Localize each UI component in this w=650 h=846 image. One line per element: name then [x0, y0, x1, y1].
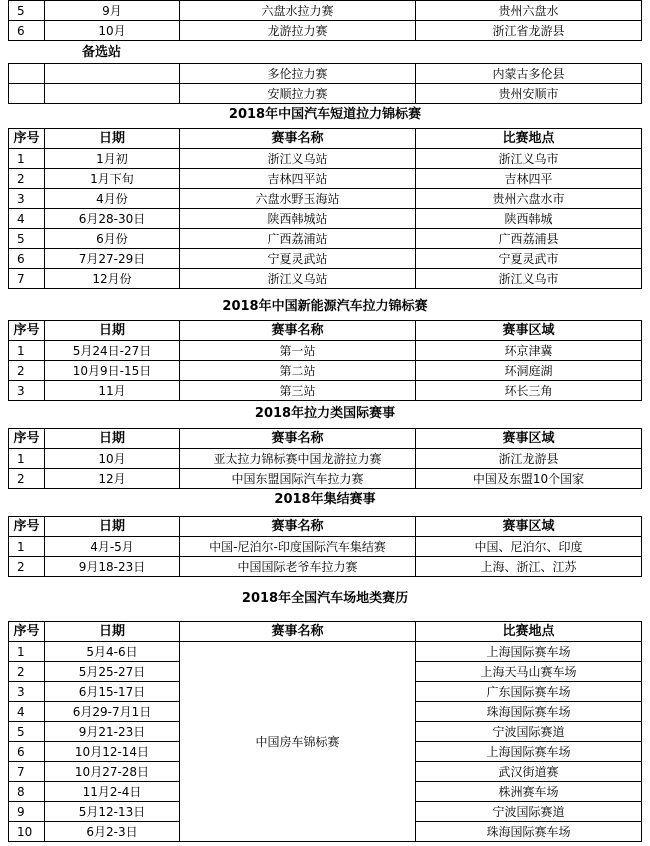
row-date: 6月2-3日	[45, 822, 180, 842]
row-date: 6月份	[45, 229, 180, 249]
header-date: 日期	[45, 517, 180, 537]
header-event-name: 赛事名称	[180, 129, 416, 149]
row-event-name: 浙江义乌站	[180, 269, 416, 289]
row-date: 1月下旬	[45, 169, 180, 189]
row-number: 5	[9, 722, 45, 742]
row-place: 浙江省龙游县	[416, 21, 642, 41]
row-place: 广东国际赛车场	[416, 682, 642, 702]
header-number: 序号	[9, 622, 45, 642]
international-table	[8, 428, 642, 489]
row-region: 环京津冀	[416, 341, 642, 361]
table-row	[9, 361, 642, 381]
row-date: 5月4-6日	[45, 642, 180, 662]
table-row	[9, 189, 642, 209]
row-number: 1	[9, 149, 45, 169]
international-section-title: 2018年拉力类国际赛事	[254, 406, 396, 421]
short-rally-section-title: 2018年中国汽车短道拉力锦标赛	[228, 107, 422, 122]
row-region: 中国、尼泊尔、印度	[416, 537, 642, 557]
table-row	[9, 341, 642, 361]
row-number: 9	[9, 802, 45, 822]
table-header-row	[9, 321, 642, 341]
row-place: 内蒙古多伦县	[416, 64, 642, 84]
row-date: 10月	[45, 21, 180, 41]
row-place: 珠海国际赛车场	[416, 822, 642, 842]
table-row	[9, 469, 642, 489]
table-body	[9, 64, 642, 104]
row-place: 宁夏灵武市	[416, 249, 642, 269]
row-place: 武汉街道赛	[416, 762, 642, 782]
table-header-row	[9, 517, 642, 537]
header-event-name: 赛事名称	[180, 321, 416, 341]
row-number: 10	[9, 822, 45, 842]
row-event-name: 六盘水野玉海站	[180, 189, 416, 209]
row-place: 宁波国际赛道	[416, 802, 642, 822]
new-energy-table	[8, 320, 642, 401]
table-header-row	[9, 129, 642, 149]
table-row	[9, 642, 642, 662]
header-number: 序号	[9, 517, 45, 537]
row-date: 5月24日-27日	[45, 341, 180, 361]
header-date: 日期	[45, 129, 180, 149]
row-date: 9月18-23日	[45, 557, 180, 577]
table-row	[9, 21, 642, 41]
header-number: 序号	[9, 321, 45, 341]
row-date: 12月	[45, 469, 180, 489]
row-number: 4	[9, 702, 45, 722]
circuit-table	[8, 621, 642, 842]
header-region: 赛事区域	[416, 517, 642, 537]
table-body	[9, 341, 642, 401]
row-event-name: 吉林四平站	[180, 169, 416, 189]
table-body	[9, 1, 642, 41]
row-number: 6	[9, 21, 45, 41]
row-number: 2	[9, 662, 45, 682]
row-place: 吉林四平	[416, 169, 642, 189]
new-energy-section-title: 2018年中国新能源汽车拉力锦标赛	[222, 299, 428, 314]
row-region: 中国及东盟10个国家	[416, 469, 642, 489]
row-number: 2	[9, 169, 45, 189]
row-date: 10月27-28日	[45, 762, 180, 782]
table-body	[9, 642, 642, 842]
table-row	[9, 537, 642, 557]
row-place: 上海天马山赛车场	[416, 662, 642, 682]
row-event-name: 中国东盟国际汽车拉力赛	[180, 469, 416, 489]
row-event-name: 浙江义乌站	[180, 149, 416, 169]
row-number: 5	[9, 1, 45, 21]
table-header-row	[9, 622, 642, 642]
header-region: 赛事区域	[416, 321, 642, 341]
row-event-name: 陕西韩城站	[180, 209, 416, 229]
table-row	[9, 84, 642, 104]
row-date: 10月9日-15日	[45, 361, 180, 381]
row-region: 上海、浙江、江苏	[416, 557, 642, 577]
header-date: 日期	[45, 622, 180, 642]
row-event-name: 第二站	[180, 361, 416, 381]
row-region: 浙江龙游县	[416, 449, 642, 469]
short-rally-table	[8, 128, 642, 289]
row-number: 5	[9, 229, 45, 249]
row-place: 珠海国际赛车场	[416, 702, 642, 722]
row-event-name: 中国国际老爷车拉力赛	[180, 557, 416, 577]
header-place: 比赛地点	[416, 129, 642, 149]
row-number: 1	[9, 341, 45, 361]
row-number: 7	[9, 269, 45, 289]
table-body	[9, 449, 642, 489]
header-region: 赛事区域	[416, 429, 642, 449]
row-place: 贵州六盘水	[416, 1, 642, 21]
row-date: 7月27-29日	[45, 249, 180, 269]
row-date: 12月份	[45, 269, 180, 289]
row-place: 贵州安顺市	[416, 84, 642, 104]
row-number: 6	[9, 742, 45, 762]
row-number: 3	[9, 381, 45, 401]
row-place: 陕西韩城	[416, 209, 642, 229]
row-region: 环长三角	[416, 381, 642, 401]
row-event-name: 多伦拉力赛	[180, 64, 416, 84]
row-date: 1月初	[45, 149, 180, 169]
row-date: 4月-5月	[45, 537, 180, 557]
row-number: 3	[9, 682, 45, 702]
row-date: 5月25-27日	[45, 662, 180, 682]
row-event-name: 宁夏灵武站	[180, 249, 416, 269]
row-number: 4	[9, 209, 45, 229]
row-date: 6月28-30日	[45, 209, 180, 229]
row-number: 1	[9, 642, 45, 662]
table-row	[9, 381, 642, 401]
backup-table	[8, 63, 642, 104]
header-number: 序号	[9, 429, 45, 449]
header-date: 日期	[45, 429, 180, 449]
row-place: 广西荔浦县	[416, 229, 642, 249]
header-event-name: 赛事名称	[180, 517, 416, 537]
row-date: 11月	[45, 381, 180, 401]
rally-raid-table	[8, 516, 642, 577]
rally-raid-section-title: 2018年集结赛事	[274, 492, 376, 507]
row-event-name: 龙游拉力赛	[180, 21, 416, 41]
table-row	[9, 149, 642, 169]
row-region: 环洞庭湖	[416, 361, 642, 381]
row-number: 2	[9, 361, 45, 381]
table-row	[9, 64, 642, 84]
row-date: 5月12-13日	[45, 802, 180, 822]
row-place: 上海国际赛车场	[416, 642, 642, 662]
circuit-event-name: 中国房车锦标赛	[180, 642, 416, 842]
row-event-name: 六盘水拉力赛	[180, 1, 416, 21]
row-number: 8	[9, 782, 45, 802]
circuit-section-title: 2018年全国汽车场地类赛历	[241, 591, 409, 606]
row-number: 3	[9, 189, 45, 209]
row-place: 宁波国际赛道	[416, 722, 642, 742]
row-date-empty	[45, 84, 180, 104]
table-row	[9, 557, 642, 577]
row-place: 浙江义乌市	[416, 269, 642, 289]
row-event-name: 中国-尼泊尔-印度国际汽车集结赛	[180, 537, 416, 557]
row-number: 1	[9, 537, 45, 557]
table-body	[9, 149, 642, 289]
header-number: 序号	[9, 129, 45, 149]
row-event-name: 第三站	[180, 381, 416, 401]
row-date: 9月	[45, 1, 180, 21]
row-date: 11月2-4日	[45, 782, 180, 802]
table-row	[9, 449, 642, 469]
table-row	[9, 209, 642, 229]
table-row	[9, 249, 642, 269]
row-number: 1	[9, 449, 45, 469]
row-place: 株洲赛车场	[416, 782, 642, 802]
row-event-name: 亚太拉力锦标赛中国龙游拉力赛	[180, 449, 416, 469]
header-event-name: 赛事名称	[180, 622, 416, 642]
row-date: 9月21-23日	[45, 722, 180, 742]
row-number: 2	[9, 469, 45, 489]
row-number-empty	[9, 84, 45, 104]
row-date: 6月15-17日	[45, 682, 180, 702]
header-place: 比赛地点	[416, 622, 642, 642]
table-row	[9, 229, 642, 249]
header-date: 日期	[45, 321, 180, 341]
table-row	[9, 1, 642, 21]
table-row	[9, 269, 642, 289]
row-number: 2	[9, 557, 45, 577]
row-date: 4月份	[45, 189, 180, 209]
row-place: 浙江义乌市	[416, 149, 642, 169]
backup-section-title: 备选站	[82, 45, 122, 60]
table-body	[9, 537, 642, 577]
row-date: 10月	[45, 449, 180, 469]
row-event-name: 广西荔浦站	[180, 229, 416, 249]
row-number-empty	[9, 64, 45, 84]
row-date-empty	[45, 64, 180, 84]
row-place: 上海国际赛车场	[416, 742, 642, 762]
row-number: 6	[9, 249, 45, 269]
table-header-row	[9, 429, 642, 449]
row-date: 6月29-7月1日	[45, 702, 180, 722]
rally-calendar-continuation-table	[8, 0, 642, 41]
row-event-name: 第一站	[180, 341, 416, 361]
table-row	[9, 169, 642, 189]
row-date: 10月12-14日	[45, 742, 180, 762]
row-number: 7	[9, 762, 45, 782]
row-place: 贵州六盘水市	[416, 189, 642, 209]
header-event-name: 赛事名称	[180, 429, 416, 449]
row-event-name: 安顺拉力赛	[180, 84, 416, 104]
